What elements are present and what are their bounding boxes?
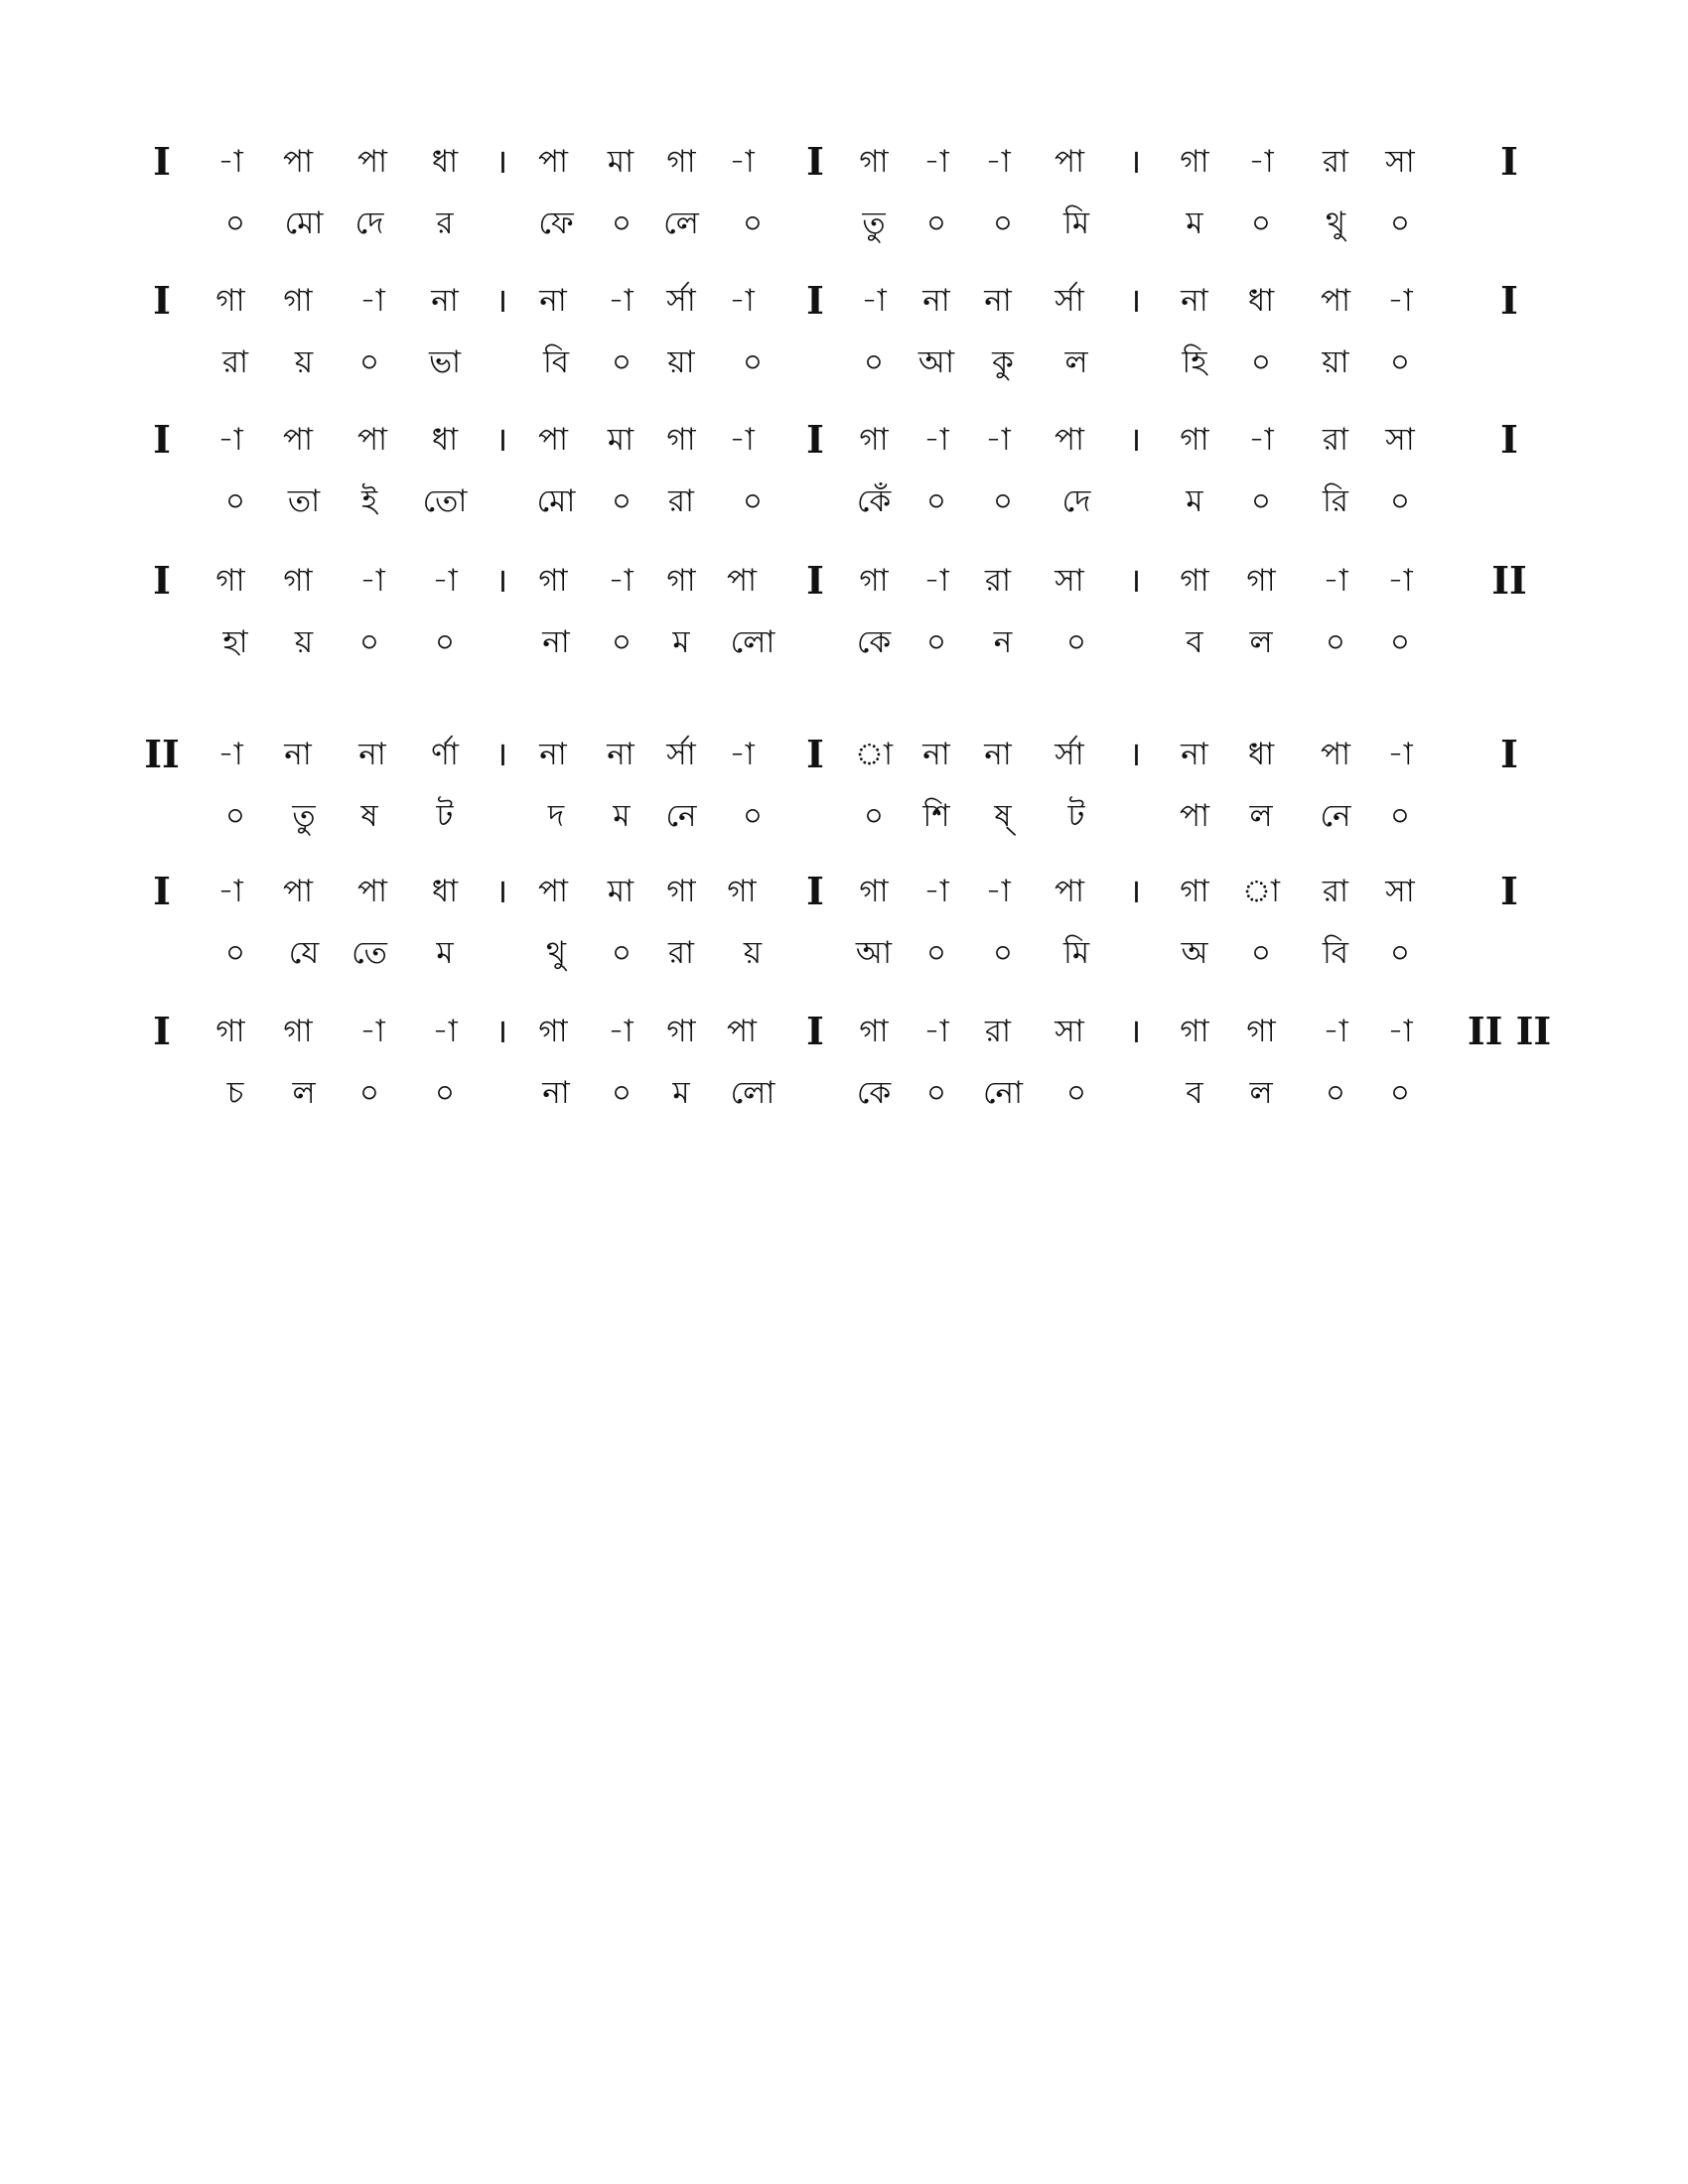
bar-line: । xyxy=(494,142,508,182)
swara-note: -া xyxy=(432,563,458,599)
swara-note: পা xyxy=(537,144,569,180)
swara-note: পা xyxy=(356,874,388,909)
bar-line: । xyxy=(494,561,508,601)
lyric-syllable: ০ xyxy=(224,798,246,834)
lyric-syllable: তু xyxy=(862,205,886,241)
lyric-syllable: ০ xyxy=(925,624,947,660)
bar-line: I xyxy=(806,869,824,913)
lyric-syllable: ০ xyxy=(611,344,633,380)
lyric-syllable: ০ xyxy=(1389,798,1411,834)
lyric-syllable: ম xyxy=(436,935,454,971)
swara-note: গা xyxy=(859,1014,889,1049)
lyric-syllable: ০ xyxy=(1389,935,1411,971)
swara-note: পা xyxy=(1320,283,1351,319)
swara-note: পা xyxy=(282,144,314,180)
lyric-syllable: ০ xyxy=(1250,483,1272,519)
swara-note: -া xyxy=(985,874,1011,909)
lyric-syllable: রা xyxy=(667,935,695,971)
swara-note: গা xyxy=(1180,144,1209,180)
lyric-syllable: ০ xyxy=(611,624,633,660)
lyric-syllable: ০ xyxy=(863,344,885,380)
swara-note: গা xyxy=(1246,563,1276,599)
swara-row xyxy=(0,137,1688,187)
lyric-syllable: রা xyxy=(221,344,249,380)
lyric-syllable: ০ xyxy=(1389,483,1411,519)
lyric-syllable: ষ xyxy=(360,798,378,834)
swara-note: না xyxy=(984,283,1012,319)
lyric-row xyxy=(0,338,1688,387)
lyric-syllable: কেঁ xyxy=(856,483,892,519)
lyric-syllable: ম xyxy=(672,1075,690,1111)
swara-note: ধা xyxy=(1247,283,1275,319)
bar-line: I xyxy=(1500,139,1518,184)
swara-row xyxy=(0,276,1688,326)
swara-note: গা xyxy=(538,1014,568,1049)
swara-note: -া xyxy=(608,1014,633,1049)
swara-note: র্ণা xyxy=(431,737,459,772)
lyric-syllable: তো xyxy=(422,483,468,519)
lyric-syllable: য় xyxy=(743,935,763,971)
lyric-syllable: আ xyxy=(917,344,955,380)
bar-line: I xyxy=(153,558,171,603)
bar-line: I xyxy=(153,278,171,323)
swara-note: গা xyxy=(666,563,696,599)
lyric-syllable: ব xyxy=(1186,1075,1203,1111)
lyric-row xyxy=(0,1068,1688,1118)
bar-line: II xyxy=(1491,558,1527,603)
swara-note: ধা xyxy=(431,422,459,458)
swara-note: না xyxy=(1181,283,1208,319)
swara-note: পা xyxy=(1320,737,1351,772)
lyric-syllable: ০ xyxy=(611,1075,633,1111)
lyric-syllable: ট xyxy=(436,798,454,834)
lyric-syllable: দে xyxy=(354,205,384,241)
lyric-syllable: রা xyxy=(667,483,695,519)
lyric-syllable: ০ xyxy=(224,935,246,971)
swara-note: র্সা xyxy=(666,737,696,772)
swara-note: ধা xyxy=(431,144,459,180)
lyric-syllable: ০ xyxy=(742,483,764,519)
swara-note: পা xyxy=(282,422,314,458)
swara-note: সা xyxy=(1385,874,1415,909)
swara-note: সা xyxy=(1055,1014,1084,1049)
swara-note: গা xyxy=(1180,422,1209,458)
lyric-syllable: ০ xyxy=(358,1075,380,1111)
bar-line: I xyxy=(806,139,824,184)
swara-note: গা xyxy=(1180,874,1209,909)
bar-line: I xyxy=(153,139,171,184)
lyric-syllable: ০ xyxy=(1065,1075,1087,1111)
swara-note: -া xyxy=(729,144,755,180)
lyric-syllable: ০ xyxy=(1250,205,1272,241)
swara-note: গা xyxy=(859,874,889,909)
swara-note: -া xyxy=(1248,144,1274,180)
lyric-syllable: দে xyxy=(1061,483,1091,519)
swara-note: গা xyxy=(1180,1014,1209,1049)
swara-note: -া xyxy=(923,563,949,599)
swara-note: গা xyxy=(859,563,889,599)
swara-note: -া xyxy=(359,563,385,599)
swara-note: পা xyxy=(537,422,569,458)
lyric-syllable: ই xyxy=(360,483,378,519)
swara-note: -া xyxy=(608,283,633,319)
lyric-syllable: ম xyxy=(672,624,690,660)
swara-note: গা xyxy=(215,563,245,599)
swara-note: ধা xyxy=(1247,737,1275,772)
lyric-syllable: ০ xyxy=(1389,344,1411,380)
swara-note: সা xyxy=(1385,422,1415,458)
lyric-syllable: ষ্ xyxy=(994,798,1012,834)
lyric-syllable: ০ xyxy=(992,205,1014,241)
swara-note: মা xyxy=(607,144,634,180)
bar-line: । xyxy=(1128,142,1142,182)
lyric-syllable: ট xyxy=(1067,798,1085,834)
swara-note: গা xyxy=(859,422,889,458)
lyric-syllable: ০ xyxy=(224,205,246,241)
swara-note: পা xyxy=(356,144,388,180)
lyric-syllable: ০ xyxy=(434,1075,456,1111)
bar-line: I xyxy=(806,732,824,776)
swara-note: -া xyxy=(359,283,385,319)
lyric-row xyxy=(0,791,1688,841)
lyric-syllable: ০ xyxy=(1250,344,1272,380)
swara-note: -া xyxy=(359,1014,385,1049)
swara-note: -া xyxy=(217,737,243,772)
swara-note: -া xyxy=(608,563,633,599)
swara-note: -া xyxy=(1248,422,1274,458)
swara-note: গা xyxy=(666,422,696,458)
swara-note: রা xyxy=(1322,422,1349,458)
swara-note: না xyxy=(284,737,312,772)
swara-note: গা xyxy=(283,283,313,319)
lyric-syllable: য় xyxy=(294,344,314,380)
bar-line: । xyxy=(1128,1012,1142,1051)
swara-note: না xyxy=(984,737,1012,772)
swara-note: া xyxy=(1241,874,1281,909)
lyric-syllable: লে xyxy=(663,205,699,241)
lyric-row xyxy=(0,617,1688,667)
swara-note: -া xyxy=(985,144,1011,180)
lyric-syllable: ০ xyxy=(358,344,380,380)
bar-line: । xyxy=(494,281,508,321)
lyric-syllable: পা xyxy=(1179,798,1210,834)
lyric-syllable: লো xyxy=(730,1075,775,1111)
swara-note: না xyxy=(1181,737,1208,772)
swara-note: -া xyxy=(1387,563,1413,599)
lyric-syllable: রি xyxy=(1323,483,1348,519)
swara-note: গা xyxy=(859,144,889,180)
lyric-syllable: শি xyxy=(922,798,950,834)
swara-note: গা xyxy=(283,1014,313,1049)
bar-line: I xyxy=(806,558,824,603)
lyric-syllable: ০ xyxy=(611,205,633,241)
lyric-syllable: ০ xyxy=(925,1075,947,1111)
lyric-syllable: ০ xyxy=(358,624,380,660)
swara-note: গা xyxy=(727,874,757,909)
bar-line: I xyxy=(1500,869,1518,913)
swara-note: রা xyxy=(984,563,1012,599)
swara-note: পা xyxy=(282,874,314,909)
bar-line: I xyxy=(806,278,824,323)
swara-note: গা xyxy=(215,1014,245,1049)
swara-note: -া xyxy=(1387,1014,1413,1049)
lyric-syllable: ল xyxy=(1249,798,1273,834)
lyric-syllable: নে xyxy=(665,798,697,834)
bar-line: I xyxy=(806,1009,824,1053)
lyric-syllable: ০ xyxy=(434,624,456,660)
lyric-syllable: ন xyxy=(993,624,1013,660)
lyric-syllable: থু xyxy=(545,935,567,971)
swara-note: র্সা xyxy=(1055,737,1084,772)
bar-line: । xyxy=(494,1012,508,1051)
lyric-syllable: ম xyxy=(1186,483,1203,519)
swara-note: পা xyxy=(1054,144,1085,180)
lyric-syllable: লো xyxy=(730,624,775,660)
swara-note: পা xyxy=(356,422,388,458)
bar-line: I xyxy=(1500,278,1518,323)
swara-row xyxy=(0,1007,1688,1056)
lyric-syllable: ফে xyxy=(538,205,574,241)
lyric-syllable: ম xyxy=(1186,205,1203,241)
swara-note: রা xyxy=(1322,874,1349,909)
lyric-row xyxy=(0,928,1688,978)
swara-note: না xyxy=(539,283,567,319)
swara-note: -া xyxy=(729,737,755,772)
swara-note: মা xyxy=(607,422,634,458)
swara-note: পা xyxy=(537,874,569,909)
swara-note: -া xyxy=(217,874,243,909)
lyric-syllable: ম xyxy=(613,798,631,834)
lyric-syllable: হি xyxy=(1182,344,1207,380)
swara-note: গা xyxy=(215,283,245,319)
lyric-syllable: ০ xyxy=(1389,1075,1411,1111)
bar-line: । xyxy=(1128,420,1142,460)
lyric-row xyxy=(0,477,1688,526)
swara-note: মা xyxy=(607,874,634,909)
lyric-syllable: তে xyxy=(352,935,387,971)
swara-note: -া xyxy=(861,283,887,319)
lyric-syllable: ০ xyxy=(1325,1075,1346,1111)
swara-note: -া xyxy=(985,422,1011,458)
swara-note: -া xyxy=(729,283,755,319)
lyric-syllable: ০ xyxy=(992,483,1014,519)
lyric-syllable: ০ xyxy=(742,344,764,380)
swara-note: গা xyxy=(538,563,568,599)
lyric-syllable: হা xyxy=(222,624,248,660)
swara-note: -া xyxy=(217,422,243,458)
swara-note: -া xyxy=(923,422,949,458)
bar-line: II xyxy=(144,732,180,776)
lyric-syllable: ল xyxy=(1064,344,1088,380)
swara-note: পা xyxy=(726,563,758,599)
lyric-syllable: ০ xyxy=(1325,624,1346,660)
lyric-row xyxy=(0,199,1688,248)
lyric-syllable: দ xyxy=(547,798,565,834)
swara-note: -া xyxy=(1387,283,1413,319)
bar-line: I xyxy=(153,1009,171,1053)
lyric-syllable: থু xyxy=(1325,205,1346,241)
lyric-syllable: মি xyxy=(1062,935,1090,971)
swara-note: গা xyxy=(666,1014,696,1049)
swara-note: পা xyxy=(726,1014,758,1049)
swara-note: গা xyxy=(283,563,313,599)
lyric-syllable: তা xyxy=(287,483,321,519)
swara-note: -া xyxy=(923,1014,949,1049)
bar-line: । xyxy=(494,420,508,460)
lyric-syllable: ০ xyxy=(611,483,633,519)
lyric-syllable: য় xyxy=(294,624,314,660)
lyric-syllable: ল xyxy=(1249,1075,1273,1111)
lyric-syllable: নো xyxy=(982,1075,1024,1111)
lyric-syllable: কে xyxy=(856,624,892,660)
swara-note: না xyxy=(922,283,950,319)
bar-line: । xyxy=(1128,735,1142,774)
swara-note: সা xyxy=(1385,144,1415,180)
lyric-syllable: বি xyxy=(1322,935,1349,971)
bar-line: । xyxy=(494,872,508,911)
bar-line: I xyxy=(1500,417,1518,462)
bar-line: I xyxy=(1500,732,1518,776)
swara-note: র্সা xyxy=(1055,283,1084,319)
lyric-syllable: আ xyxy=(855,935,893,971)
lyric-syllable: কে xyxy=(856,1075,892,1111)
swara-note: না xyxy=(358,737,386,772)
lyric-syllable: ব xyxy=(1186,624,1203,660)
lyric-syllable: ০ xyxy=(925,483,947,519)
swara-note: রা xyxy=(984,1014,1012,1049)
lyric-syllable: ০ xyxy=(611,935,633,971)
lyric-syllable: মি xyxy=(1062,205,1090,241)
lyric-syllable: ০ xyxy=(925,205,947,241)
lyric-syllable: মো xyxy=(284,205,324,241)
swara-note: পা xyxy=(1054,422,1085,458)
swara-row xyxy=(0,730,1688,779)
swara-note: পা xyxy=(1054,874,1085,909)
lyric-syllable: র xyxy=(436,205,454,241)
lyric-syllable: য়া xyxy=(667,344,695,380)
lyric-syllable: ০ xyxy=(992,935,1014,971)
lyric-syllable: ০ xyxy=(742,205,764,241)
lyric-syllable: যে xyxy=(288,935,320,971)
swara-note: ধা xyxy=(431,874,459,909)
swara-note: -া xyxy=(1323,1014,1348,1049)
bar-line: । xyxy=(1128,281,1142,321)
lyric-syllable: ল xyxy=(1249,624,1273,660)
lyric-syllable: ভা xyxy=(428,344,462,380)
lyric-syllable: ল xyxy=(292,1075,316,1111)
lyric-syllable: ০ xyxy=(1389,205,1411,241)
swara-note: -া xyxy=(432,1014,458,1049)
swara-note: রা xyxy=(1322,144,1349,180)
lyric-syllable: ০ xyxy=(1250,935,1272,971)
swara-note: না xyxy=(539,737,567,772)
swara-note: -া xyxy=(923,144,949,180)
swara-note: গা xyxy=(1180,563,1209,599)
swara-note: -া xyxy=(729,422,755,458)
swara-note: গা xyxy=(1246,1014,1276,1049)
lyric-syllable: ০ xyxy=(1389,624,1411,660)
swara-note: গা xyxy=(666,144,696,180)
swara-row xyxy=(0,867,1688,916)
bar-line: I xyxy=(153,869,171,913)
bar-line: । xyxy=(1128,561,1142,601)
lyric-syllable: না xyxy=(542,624,570,660)
lyric-syllable: নে xyxy=(1320,798,1351,834)
lyric-syllable: ০ xyxy=(925,935,947,971)
lyric-syllable: চ xyxy=(226,1075,244,1111)
swara-note: সা xyxy=(1055,563,1084,599)
swara-note: র্সা xyxy=(666,283,696,319)
swara-row xyxy=(0,415,1688,465)
lyric-syllable: তু xyxy=(292,798,316,834)
swara-note: -া xyxy=(1387,737,1413,772)
swara-note: না xyxy=(431,283,459,319)
lyric-syllable: য়া xyxy=(1322,344,1349,380)
lyric-syllable: না xyxy=(542,1075,570,1111)
swara-note: না xyxy=(922,737,950,772)
bar-line: I xyxy=(153,417,171,462)
lyric-syllable: ০ xyxy=(224,483,246,519)
lyric-syllable: অ xyxy=(1181,935,1208,971)
swara-note: গা xyxy=(666,874,696,909)
lyric-syllable: ০ xyxy=(1065,624,1087,660)
swara-note: না xyxy=(607,737,634,772)
lyric-syllable: ০ xyxy=(863,798,885,834)
bar-line: II II xyxy=(1467,1009,1552,1053)
swara-note: া xyxy=(854,737,894,772)
bar-line: । xyxy=(494,735,508,774)
swara-row xyxy=(0,556,1688,606)
swara-note: -া xyxy=(1323,563,1348,599)
swara-note: -া xyxy=(217,144,243,180)
swara-note: -া xyxy=(923,874,949,909)
lyric-syllable: বি xyxy=(542,344,570,380)
lyric-syllable: কু xyxy=(992,344,1014,380)
lyric-syllable: ০ xyxy=(742,798,764,834)
bar-line: । xyxy=(1128,872,1142,911)
bar-line: I xyxy=(806,417,824,462)
lyric-syllable: মো xyxy=(536,483,576,519)
